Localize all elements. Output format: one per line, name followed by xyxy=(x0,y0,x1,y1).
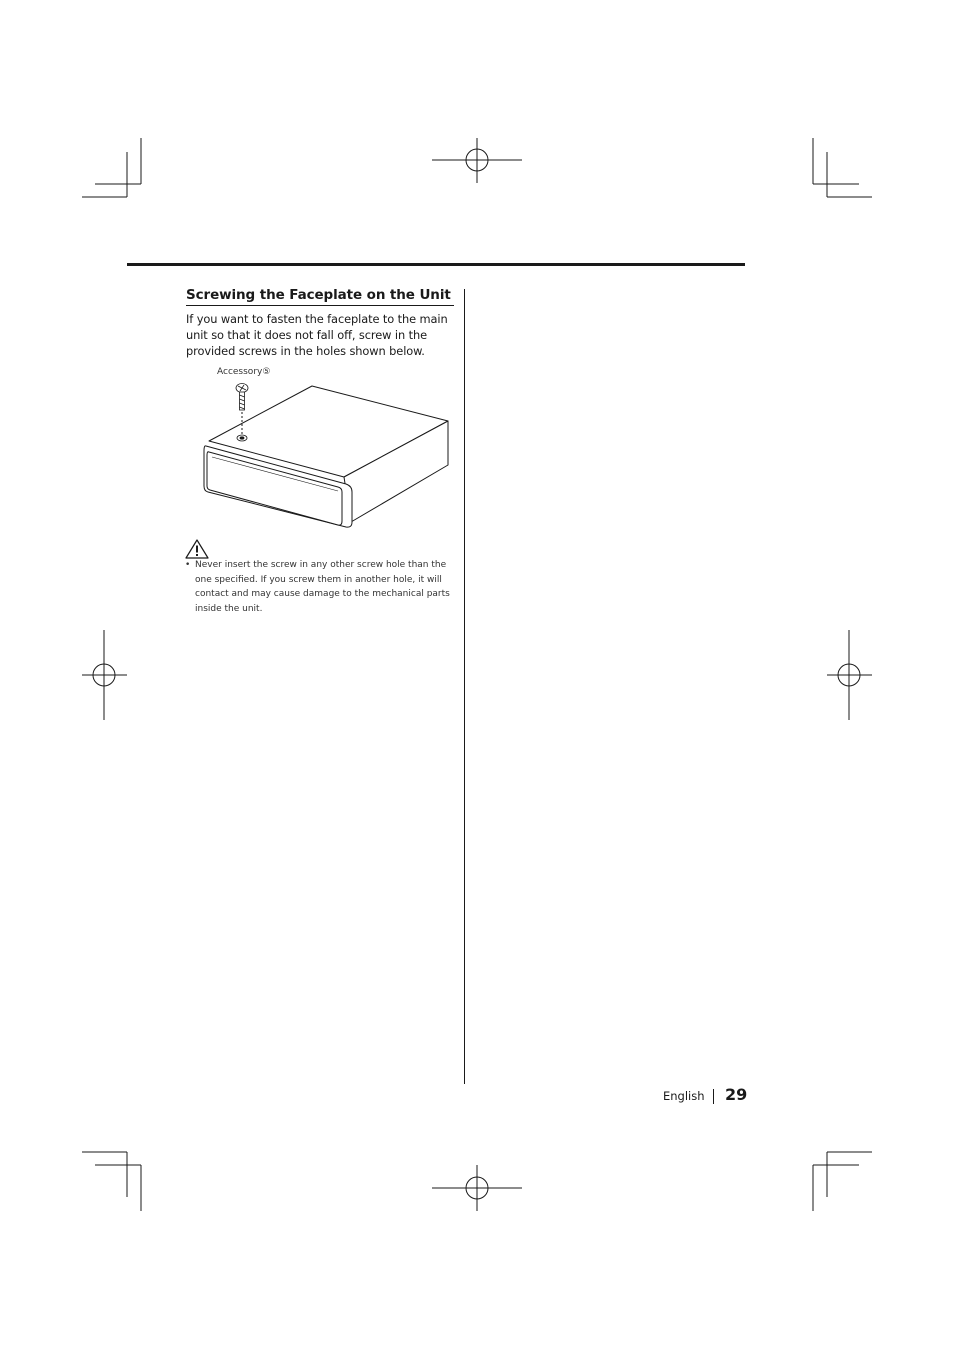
footer-language: English xyxy=(663,1089,705,1103)
crop-mark-bottom-right xyxy=(813,1152,872,1211)
note-bullet: • xyxy=(185,560,191,570)
crop-mark-top-right xyxy=(813,138,872,197)
faceplate-screw-illustration xyxy=(200,364,456,534)
accessory-label: Accessory⑤ xyxy=(217,367,271,377)
page-number: 29 xyxy=(725,1085,748,1104)
footer-separator xyxy=(713,1089,714,1104)
section-body-text: If you want to fasten the faceplate to the main unit so that it does not fall off, screw in the provided screws in the holes shown below. xyxy=(186,312,448,358)
registration-mark-top xyxy=(432,138,522,183)
crop-mark-bottom-left xyxy=(82,1152,141,1211)
header-rule xyxy=(127,263,745,266)
caution-note xyxy=(185,558,455,617)
screw-icon xyxy=(236,384,248,411)
caution-note-text: Never insert the screw in any other screw hole than the one specified. If you screw them in another hole, it will contact and may cause damage to the mechanical parts inside the unit. xyxy=(195,560,450,615)
warning-triangle-icon xyxy=(185,539,209,559)
section-title: Screwing the Faceplate on the Unit xyxy=(186,287,454,306)
screw-hole-icon xyxy=(237,435,247,441)
registration-mark-left xyxy=(82,630,127,720)
column-divider xyxy=(464,289,465,1084)
registration-mark-right xyxy=(827,630,872,720)
registration-mark-bottom xyxy=(432,1165,522,1211)
crop-mark-top-left xyxy=(82,138,141,197)
